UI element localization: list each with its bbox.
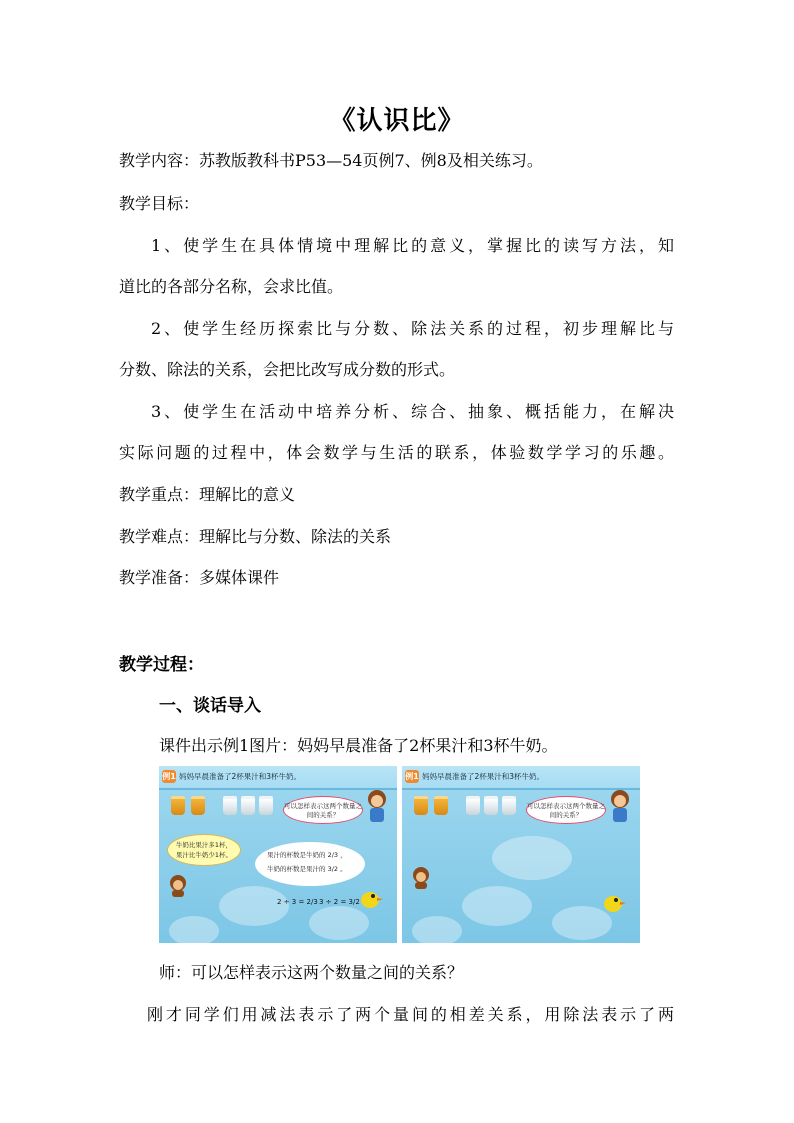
example-tag: 例1 — [405, 772, 419, 781]
example-tag: 例1 — [162, 772, 176, 781]
last-line: 刚才同学们用减法表示了两个量间的相差关系，用除法表示了两 — [147, 1005, 674, 1024]
juice-cup — [434, 796, 448, 815]
fraction-bubble — [255, 842, 365, 886]
fraction-line-1: 果汁的杯数是牛奶的 2/3 ， — [267, 851, 347, 859]
section-1-heading: 一、谈话导入 — [159, 696, 261, 716]
key-point: 教学重点：理解比的意义 — [119, 485, 296, 504]
goal-2-line-2: 分数、除法的关系，会把比改写成分数的形式。 — [119, 360, 456, 379]
difference-bubble — [167, 834, 241, 866]
preparation: 教学准备：多媒体课件 — [119, 568, 280, 587]
bird-character — [357, 886, 383, 912]
equation-2: 3 ÷ 2 = 3/2 — [319, 898, 360, 906]
slide-caption: 妈妈早晨准备了2杯果汁和3杯牛奶。 — [422, 772, 545, 781]
milk-cup — [466, 796, 480, 815]
difference-line-2: 果汁比牛奶少1杯。 — [175, 851, 233, 859]
slide-image-left — [159, 766, 397, 943]
difference-line-1: 牛奶比果汁多1杯， — [175, 841, 233, 849]
slide-caption: 妈妈早晨准备了2杯果汁和3杯牛奶。 — [179, 772, 302, 781]
teacher-question: 师：可以怎样表示这两个数量之间的关系？ — [159, 963, 464, 982]
goal-1-line-1: 1、使学生在具体情境中理解比的意义，掌握比的读写方法，知 — [151, 236, 674, 255]
juice-cup — [414, 796, 428, 815]
question-bubble: 可以怎样表示这两个数量之间的关系？ — [526, 796, 606, 824]
question-bubble: 可以怎样表示这两个数量之间的关系？ — [283, 796, 363, 824]
milk-cup — [484, 796, 498, 815]
equation-1: 2 ÷ 3 = 2/3 — [277, 898, 318, 906]
boy-character — [363, 788, 393, 824]
fraction-line-2: 牛奶的杯数是果汁的 3/2 。 — [267, 865, 347, 873]
goals-heading: 教学目标： — [119, 194, 200, 213]
process-heading: 教学过程： — [119, 655, 204, 675]
monkey-character — [410, 866, 432, 890]
boy-character — [606, 788, 636, 824]
milk-cup — [241, 796, 255, 815]
courseware-line: 课件出示例1图片：妈妈早晨准备了2杯果汁和3杯牛奶。 — [159, 736, 558, 755]
goal-2-line-1: 2、使学生经历探索比与分数、除法关系的过程，初步理解比与 — [151, 319, 674, 338]
juice-cup — [171, 796, 185, 815]
goal-3-line-2: 实际问题的过程中，体会数学与生活的联系，体验数学学习的乐趣。 — [119, 443, 674, 462]
bird-character — [600, 890, 626, 916]
milk-cup — [223, 796, 237, 815]
milk-cup — [502, 796, 516, 815]
difficulty: 教学难点：理解比与分数、除法的关系 — [119, 527, 392, 546]
monkey-character — [167, 874, 189, 898]
juice-cup — [191, 796, 205, 815]
goal-3-line-1: 3、使学生在活动中培养分析、综合、抽象、概括能力，在解决 — [151, 402, 674, 421]
goal-1-line-2: 道比的各部分名称，会求比值。 — [119, 277, 344, 296]
milk-cup — [259, 796, 273, 815]
document-title: 《认识比》 — [329, 106, 465, 136]
teaching-content: 教学内容：苏教版教科书P53—54页例7、例8及相关练习。 — [119, 151, 543, 170]
slide-image-right — [402, 766, 640, 943]
